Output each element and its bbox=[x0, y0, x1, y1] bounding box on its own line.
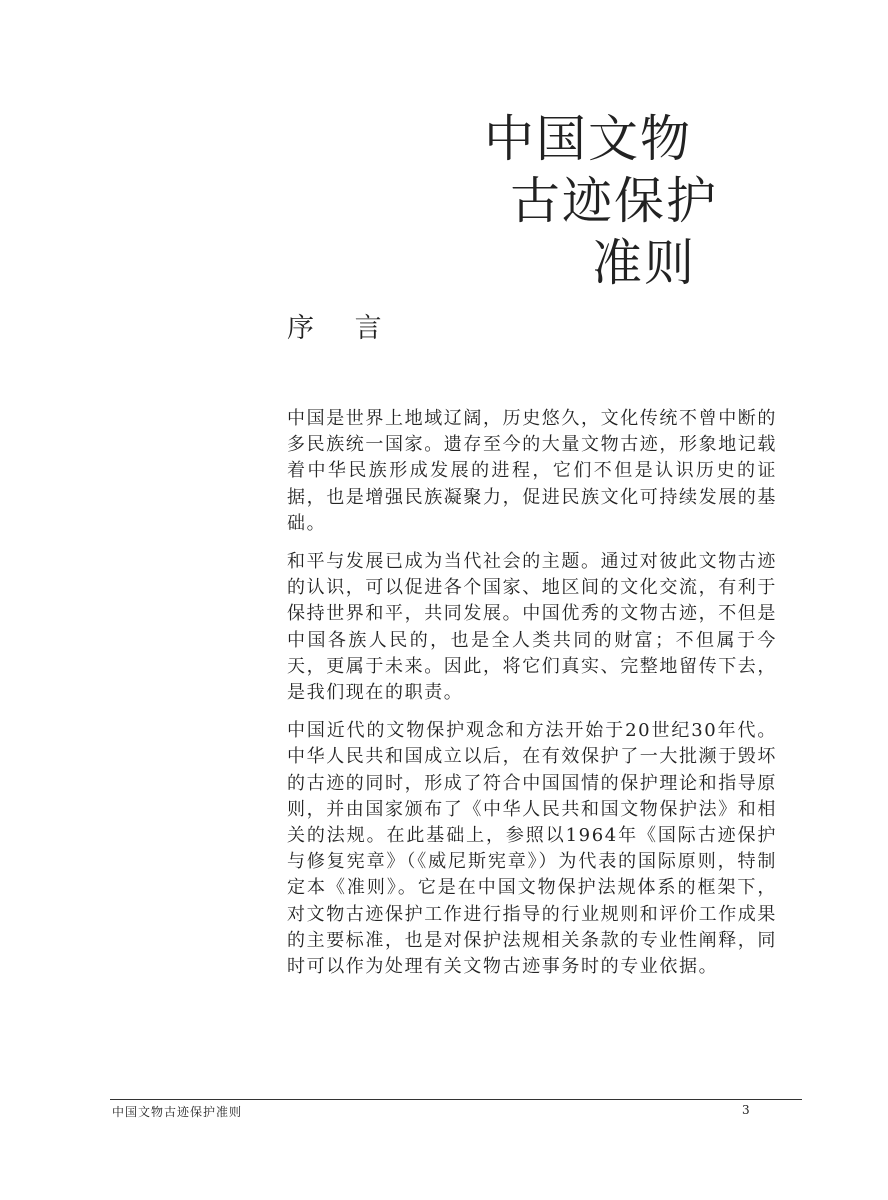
title-line-1: 中国文物 bbox=[484, 110, 692, 168]
body-text bbox=[287, 406, 777, 992]
footer-divider bbox=[110, 1099, 802, 1100]
page-number: 3 bbox=[742, 1103, 750, 1117]
document-title bbox=[470, 108, 830, 294]
paragraph-3: 中国近代的文物保护观念和方法开始于20世纪30年代。中华人民共和国成立以后，在有效保护了一大批濒于毁坏的古迹的同时，形成了符合中国国情的保护理论和指导原则，并由国家颁布了《中华人民共和国文物保护法》和相关的法规。在此基础上，参照以1964年《国际古迹保护与修复宪章》（《威尼斯宪章》）为代表的国际原则，特制定本《准则》。它是在中国文物保护法规体系的框架下，对文物古迹保护工作进行指导的行业规则和评价工作成果的主要标准，也是对保护法规相关条款的专业性阐释，同时可以作为处理有关文物古迹事务时的专业依据。 bbox=[287, 720, 777, 978]
title-line-2: 古迹保护 bbox=[510, 172, 718, 230]
title-line-3: 准则 bbox=[592, 234, 696, 292]
section-heading: 序 言 bbox=[287, 313, 398, 344]
footer-running-title: 中国文物古迹保护准则 bbox=[112, 1105, 243, 1119]
paragraph-1: 中国是世界上地域辽阔，历史悠久，文化传统不曾中断的多民族统一国家。遗存至今的大量文物古迹，形象地记载着中华民族形成发展的进程，它们不但是认识历史的证据，也是增强民族凝聚力，促进民族文化可持续发展的基础。 bbox=[287, 408, 777, 534]
paragraph-2: 和平与发展已成为当代社会的主题。通过对彼此文物古迹的认识，可以促进各个国家、地区间的文化交流，有利于保持世界和平，共同发展。中国优秀的文物古迹，不但是中国各族人民的，也是全人类共同的财富；不但属于今天，更属于未来。因此，将它们真实、完整地留传下去，是我们现在的职责。 bbox=[287, 551, 777, 704]
